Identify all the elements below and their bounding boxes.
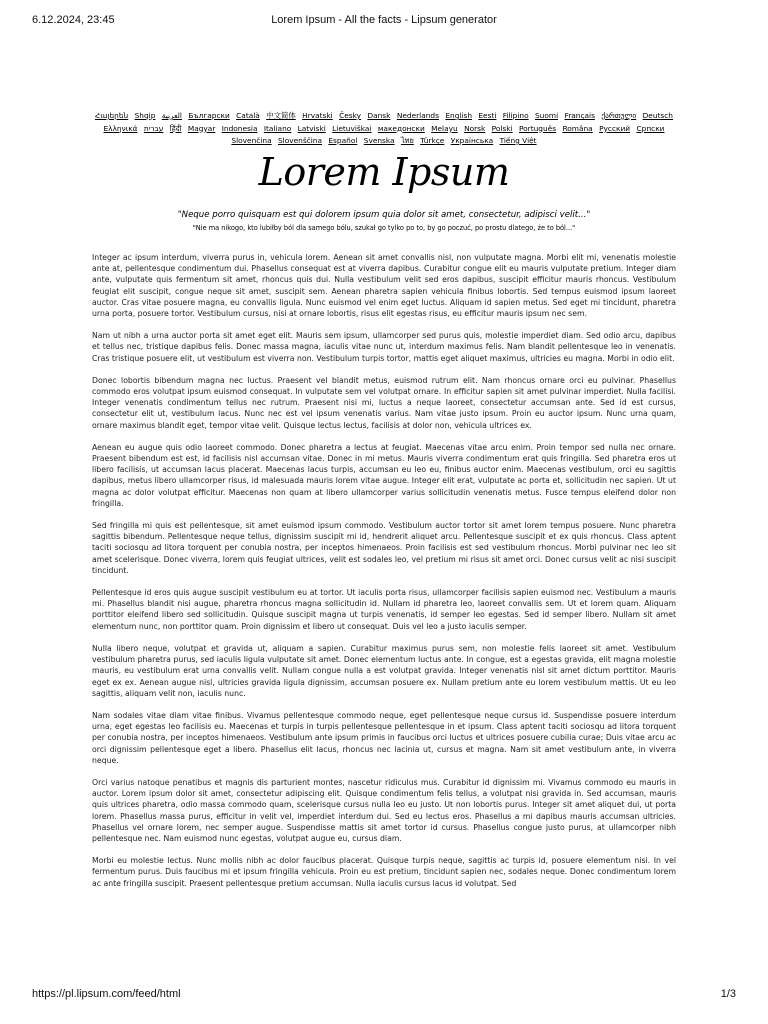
- language-link[interactable]: עברית: [143, 123, 164, 133]
- print-footer: [0, 988, 768, 1004]
- language-list: [88, 110, 680, 148]
- language-link[interactable]: Català: [236, 111, 260, 120]
- language-link[interactable]: ไทย: [400, 136, 414, 145]
- language-link[interactable]: Български: [188, 111, 230, 120]
- quote-translation: "Nie ma nikogo, kto lubiłby ból dla samego bólu, szukał go tylko po to, by go poczuć, po prostu dlatego, że to ból...": [192, 224, 576, 232]
- logo: Lorem Ipsum: [258, 150, 510, 194]
- paragraph: Donec lobortis bibendum magna nec luctus. Praesent vel blandit metus, euismod rutrum elit. Nam rhoncus ornare orci eu pulvinar. Phasellus commodo eros volutpat ipsum euismod consequat. In vulputate sem vel volutpat ornare. In efficitur sapien sit amet pulvinar imperdiet. Nulla facilisi. Integer venenatis condimentum tellus nec rutrum. Praesent nisi mi, luctus a neque laoreet, consectetur accumsan ante. Sed id est cursus, consectetur elit ut, vestibulum lacus. Nunc nec est vel ipsum venenatis varius. Nam vitae justo ipsum. Proin eu auctor ipsum. Nunc urna quam, ornare maximus blandit eget, tempor vitae velit. Quisque lectus lectus, facilisis at dolor non, vehicula ultrices ex.: [92, 375, 676, 430]
- language-link[interactable]: Italiano: [263, 123, 292, 133]
- language-link[interactable]: Svenska: [363, 136, 395, 145]
- language-link[interactable]: Deutsch: [642, 111, 673, 120]
- language-link[interactable]: Tiếng Việt: [499, 136, 537, 145]
- quote: "Neque porro quisquam est qui dolorem ipsum quia dolor sit amet, consectetur, adipisci velit...": [177, 210, 591, 220]
- language-link[interactable]: Indonesia: [221, 123, 258, 133]
- language-link[interactable]: Հայերեն: [95, 111, 129, 120]
- language-link[interactable]: 中文简体: [266, 111, 296, 120]
- language-link[interactable]: Slovenščina: [277, 136, 323, 145]
- language-link[interactable]: Suomi: [534, 111, 559, 120]
- language-link[interactable]: हिंदी: [169, 123, 182, 133]
- language-link[interactable]: Shqip: [134, 111, 156, 120]
- language-link[interactable]: Pyccкий: [599, 123, 631, 133]
- language-link[interactable]: Українська: [450, 136, 494, 145]
- paragraph: Integer ac ipsum interdum, viverra purus in, vehicula lorem. Aenean sit amet convallis nisl, non vulputate magna. Morbi elit mi, venenatis molestie ante at, pellentesque condimentum dui. Phasellus consequat est at viverra dapibus. Curabitur congue elit eu mauris vulputate pretium. Integer diam ante, vulputate quis fermentum sit amet, rhoncus quis dui. Nulla vestibulum velit sed eros dapibus, suscipit efficitur mauris rhoncus. Vestibulum feugiat elit suscipit, congue neque sit amet, suscipit sem. Aenean pharetra sapien vehicula finibus lobortis. Sed tempus euismod ipsum laoreet auctor. Cras vitae posuere magna, eu convallis ligula. Nunc euismod vel enim eget luctus. Aliquam id sapien metus. Sed eget mi tincidunt, pharetra urna porta, posuere tortor. Vestibulum cursus, nisi at ornare lobortis, risus elit egestas risus, eu efficitur mauris ipsum nec sem.: [92, 253, 676, 319]
- lorem-content: [92, 252, 676, 976]
- language-link[interactable]: Česky: [339, 111, 362, 120]
- paragraph: Orci varius natoque penatibus et magnis dis parturient montes, nascetur ridiculus mus. Curabitur id dignissim mi. Vivamus commodo eu mauris in auctor. Lorem ipsum dolor sit amet, consectetur adipiscing elit. Quisque condimentum felis tellus, a volutpat nisi gravida in. Sed accumsan, mauris quis ultrices pharetra, odio massa commodo quam, scelerisque cursus nulla leo eu justo. Ut non lobortis purus. Integer sit amet aliquet dui, ut porta lorem. Phasellus massa purus, efficitur in velit vel, imperdiet interdum dui. Sed eu lectus eros. Phasellus a mi dapibus mauris accumsan ultricies. Phasellus vel ornare lorem, nec semper augue. Suspendisse mattis sit amet tortor id cursus. Phasellus congue justo purus, at ullamcorper nibh pellentesque nec. Nam euismod nunc egestas, volutpat augue eu, cursus diam.: [92, 777, 676, 843]
- language-link[interactable]: English: [445, 111, 473, 120]
- language-link[interactable]: Româna: [562, 123, 593, 133]
- language-link[interactable]: Lietuviškai: [332, 123, 372, 133]
- language-link[interactable]: Ελληνικά: [103, 123, 138, 133]
- language-link[interactable]: Português: [518, 123, 557, 133]
- paragraph: Nulla libero neque, volutpat et gravida ut, aliquam a sapien. Curabitur maximus purus sem, non molestie felis laoreet sit amet. Vestibulum vestibulum pharetra purus, sed iaculis ligula vulputate sit amet. Donec elementum luctus ante. In congue, est a egestas gravida, elit magna molestie mauris, eu vestibulum erat urna convallis velit. Nullam congue nulla a est volutpat gravida. Integer venenatis nisl sit amet dictum porttitor. Mauris eget ex ex. Aenean augue nisl, ultricies gravida ligula dignissim, accumsan posuere ex. Nullam pretium ante eu lorem vestibulum mattis. Ut eu leo sagittis, aliquam velit non, iaculis nunc.: [92, 643, 676, 698]
- language-link[interactable]: Melayu: [431, 123, 458, 133]
- paragraph: Sed fringilla mi quis est pellentesque, sit amet euismod ipsum commodo. Vestibulum auctor tortor sit amet lorem tempus posuere. Nunc pharetra sagittis bibendum. Pellentesque neque tellus, dignissim suscipit mi id, hendrerit aliquet arcu. Pellentesque suscipit et ex quis rhoncus. Class aptent taciti sociosqu ad litora torquent per conubia nostra, per inceptos himenaeos. Proin facilisis est sed vestibulum rhoncus. Morbi pulvinar nec leo sit amet scelerisque. Donec viverra, lorem quis feugiat ultrices, velit est sodales leo, vel pretium mi risus sit amet orci. Donec cursus velit ac nisi suscipit tincidunt.: [92, 521, 676, 575]
- language-link[interactable]: Polski: [491, 123, 513, 133]
- print-url: https://pl.lipsum.com/feed/html: [32, 988, 181, 1000]
- paragraph: Nam sodales vitae diam vitae finibus. Vivamus pellentesque commodo neque, eget pellentesque neque cursus id. Suspendisse posuere interdum urna, eget egestas leo facilisis eu. Maecenas et turpis in turpis pellentesque pellentesque in et ipsum. Class aptent taciti sociosqu ad litora torquent per conubia nostra, per inceptos himenaeos. Vestibulum ante ipsum primis in faucibus orci luctus et ultrices posuere cubilia curae; Duis vitae arcu ac orci dignissim pellentesque eget a libero. Phasellus elit lacus, rhoncus nec lacinia ut, cursus et magna. Nam sit amet vestibulum ante, in viverra neque.: [92, 710, 676, 765]
- language-link[interactable]: Српски: [636, 123, 665, 133]
- print-header: [0, 14, 768, 30]
- language-link[interactable]: العربية: [161, 111, 182, 120]
- paragraph: Aenean eu augue quis odio laoreet commodo. Donec pharetra a lectus at feugiat. Maecenas vitae arcu enim. Proin tempor sed nulla nec ornare. Praesent bibendum est est, id facilisis nisl accumsan vitae. Donec in mi metus. Mauris viverra condimentum erat quis fringilla. Sed pharetra eros ut libero facilisis, ut accumsan lacus placerat. Maecenas lacus turpis, accumsan eu leo eu, finibus auctor enim. Maecenas vestibulum, orci eu sagittis dapibus, metus libero ullamcorper risus, id malesuada mauris lorem vitae augue. Integer elit erat, vulputate ac porta et, sollicitudin nec sapien. Ut ut magna ac dolor volutpat efficitur. Maecenas non quam at libero ullamcorper varius sollicitudin venenatis metus. Fusce tempus eleifend dolor non fringilla.: [92, 442, 676, 508]
- language-link[interactable]: Eesti: [478, 111, 497, 120]
- language-link[interactable]: Slovenčina: [231, 136, 272, 145]
- language-link[interactable]: Español: [328, 136, 358, 145]
- print-datetime: 6.12.2024, 23:45: [32, 14, 115, 26]
- language-link[interactable]: Latviski: [297, 123, 326, 133]
- language-link[interactable]: Hrvatski: [302, 111, 333, 120]
- language-link[interactable]: македонски: [377, 123, 425, 133]
- language-link[interactable]: Français: [564, 111, 595, 120]
- paragraph: Morbi eu molestie lectus. Nunc mollis nibh ac dolor faucibus placerat. Quisque turpis neque, sagittis ac turpis id, posuere elementum nisi. In vel fermentum purus. Duis faucibus mi et ipsum fringilla vehicula. Proin eu est pretium, tincidunt sapien nec, sodales neque. Donec condimentum lorem ac ante fringilla suscipit. Praesent pellentesque pretium accumsan. Nulla iaculis cursus lacus id volutpat. Sed: [92, 856, 676, 888]
- language-link[interactable]: Nederlands: [396, 111, 439, 120]
- language-link[interactable]: Magyar: [187, 123, 216, 133]
- paragraph: Pellentesque id eros quis augue suscipit vestibulum eu at tortor. Ut iaculis porta risus, ullamcorper facilisis sapien euismod nec. Vestibulum a mauris mi. Phasellus blandit nisi augue, pharetra rhoncus magna sollicitudin id. Nullam id pharetra leo, laoreet convallis sem. Ut et lorem quam. Aliquam porttitor eleifend libero sed sollicitudin. Quisque suscipit magna ut turpis venenatis, id semper leo egestas. Sed id semper libero. Nullam sit amet elementum nunc, non porttitor quam. Proin dignissim et libero ut consequat. Duis vel leo a justo iaculis semper.: [92, 588, 676, 631]
- paragraph: Nam ut nibh a urna auctor porta sit amet eget elit. Mauris sem ipsum, ullamcorper sed purus quis, molestie imperdiet diam. Sed odio arcu, dapibus et tellus nec, tristique dapibus felis. Donec massa magna, iaculis vitae nunc ut, interdum maximus felis. Nam blandit pellentesque leo in venenatis. Cras tristique posuere elit, ut vestibulum est viverra non. Vestibulum turpis tortor, mattis eget aliquet maximus, ultricies eu magna. Morbi in odio elit.: [92, 331, 676, 363]
- print-page-title: Lorem Ipsum - All the facts - Lipsum generator: [271, 14, 497, 26]
- print-page-number: 1/3: [720, 988, 736, 1000]
- language-link[interactable]: Türkçe: [420, 136, 445, 145]
- language-link[interactable]: Filipino: [502, 111, 529, 120]
- language-link[interactable]: ქართული: [601, 111, 637, 120]
- language-link[interactable]: Norsk: [464, 123, 486, 133]
- language-link[interactable]: Dansk: [367, 111, 391, 120]
